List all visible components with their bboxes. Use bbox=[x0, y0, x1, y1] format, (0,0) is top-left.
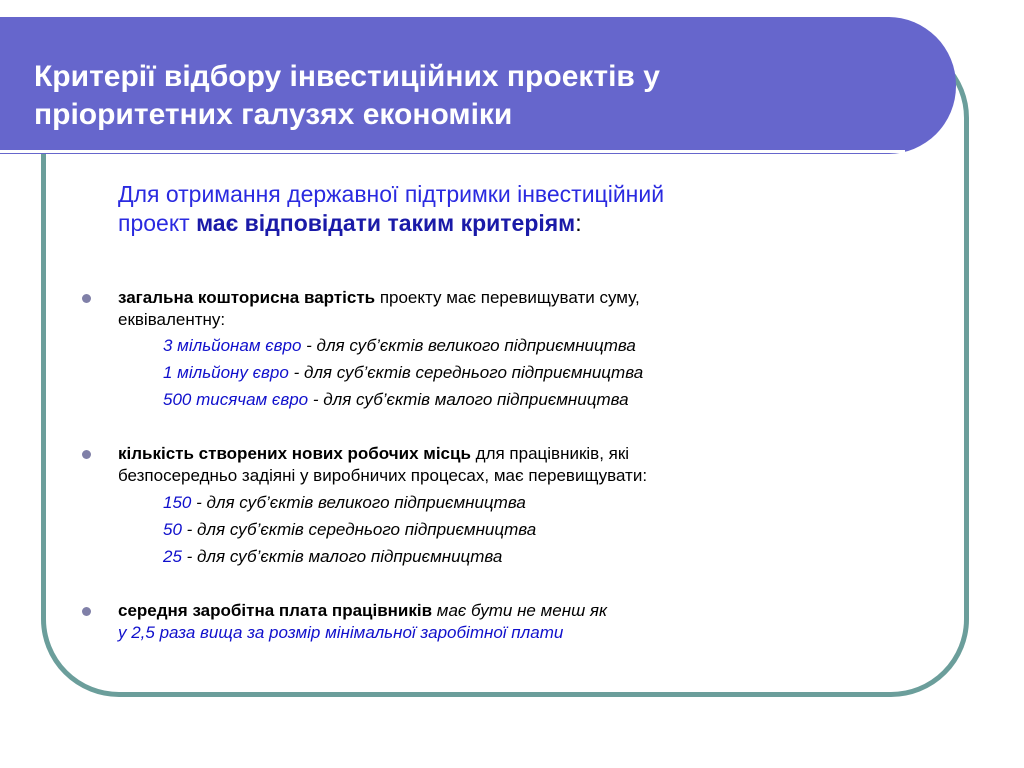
item-text: - для суб’єктів великого підприємництва bbox=[301, 336, 636, 355]
bullet-dot-icon bbox=[82, 450, 91, 459]
criterion-2-item-1 bbox=[163, 492, 883, 514]
item-text: - для суб’єктів малого підприємництва bbox=[181, 547, 503, 566]
intro-emphasis: має відповідати таким критеріям bbox=[196, 210, 576, 236]
criterion-2 bbox=[118, 443, 878, 487]
criterion-2-line-2: безпосередньо задіяні у виробничих процесах, має перевищувати: bbox=[118, 466, 648, 485]
title-line-1: Критерії відбору інвестиційних проектів у bbox=[34, 60, 660, 93]
intro-text: проект bbox=[118, 210, 197, 236]
item-text: - для суб’єктів середнього підприємництва bbox=[181, 520, 537, 539]
title-line-2: пріоритетних галузях економіки bbox=[34, 98, 513, 131]
criterion-2-item-3 bbox=[163, 546, 883, 568]
item-text: - для суб’єктів середнього підприємництва bbox=[288, 363, 644, 382]
criterion-1-text: проекту має перевищувати суму, bbox=[375, 288, 640, 307]
item-text: - для суб’єктів малого підприємництва bbox=[308, 390, 629, 409]
criterion-2-line-1 bbox=[118, 443, 878, 465]
criterion-2-item-2 bbox=[163, 519, 883, 541]
criterion-1-bold: загальна кошторисна вартість bbox=[118, 288, 376, 307]
criterion-3 bbox=[118, 600, 878, 644]
item-value: 50 bbox=[163, 520, 182, 539]
bullet-dot-icon bbox=[82, 607, 91, 616]
criterion-2-text: для працівників, які bbox=[470, 444, 630, 463]
criterion-1 bbox=[118, 287, 878, 331]
criterion-3-text: має бути не менш як bbox=[432, 601, 608, 620]
criterion-2-bold: кількість створених нових робочих місць bbox=[118, 444, 471, 463]
intro-line-1: Для отримання державної підтримки інвестиційний bbox=[118, 181, 665, 207]
criterion-3-line-2: у 2,5 раза вища за розмір мінімальної заробітної плати bbox=[118, 623, 564, 642]
criterion-3-line-1 bbox=[118, 600, 878, 622]
item-value: 1 мільйону євро bbox=[163, 363, 289, 382]
item-text: - для суб’єктів великого підприємництва bbox=[191, 493, 526, 512]
criterion-1-item-2 bbox=[163, 362, 883, 384]
criterion-1-line-1 bbox=[118, 287, 878, 309]
bullet-dot-icon bbox=[82, 294, 91, 303]
intro-line-2 bbox=[118, 209, 918, 238]
item-value: 150 bbox=[163, 493, 192, 512]
item-value: 3 мільйонам євро bbox=[163, 336, 302, 355]
item-value: 500 тисячам євро bbox=[163, 390, 309, 409]
item-value: 25 bbox=[163, 547, 182, 566]
criterion-1-item-1 bbox=[163, 335, 883, 357]
criterion-1-line-2: еквівалентну: bbox=[118, 310, 226, 329]
criterion-1-item-3 bbox=[163, 389, 883, 411]
intro-paragraph bbox=[118, 180, 918, 238]
intro-colon: : bbox=[575, 210, 582, 236]
criterion-3-bold: середня заробітна плата працівників bbox=[118, 601, 433, 620]
